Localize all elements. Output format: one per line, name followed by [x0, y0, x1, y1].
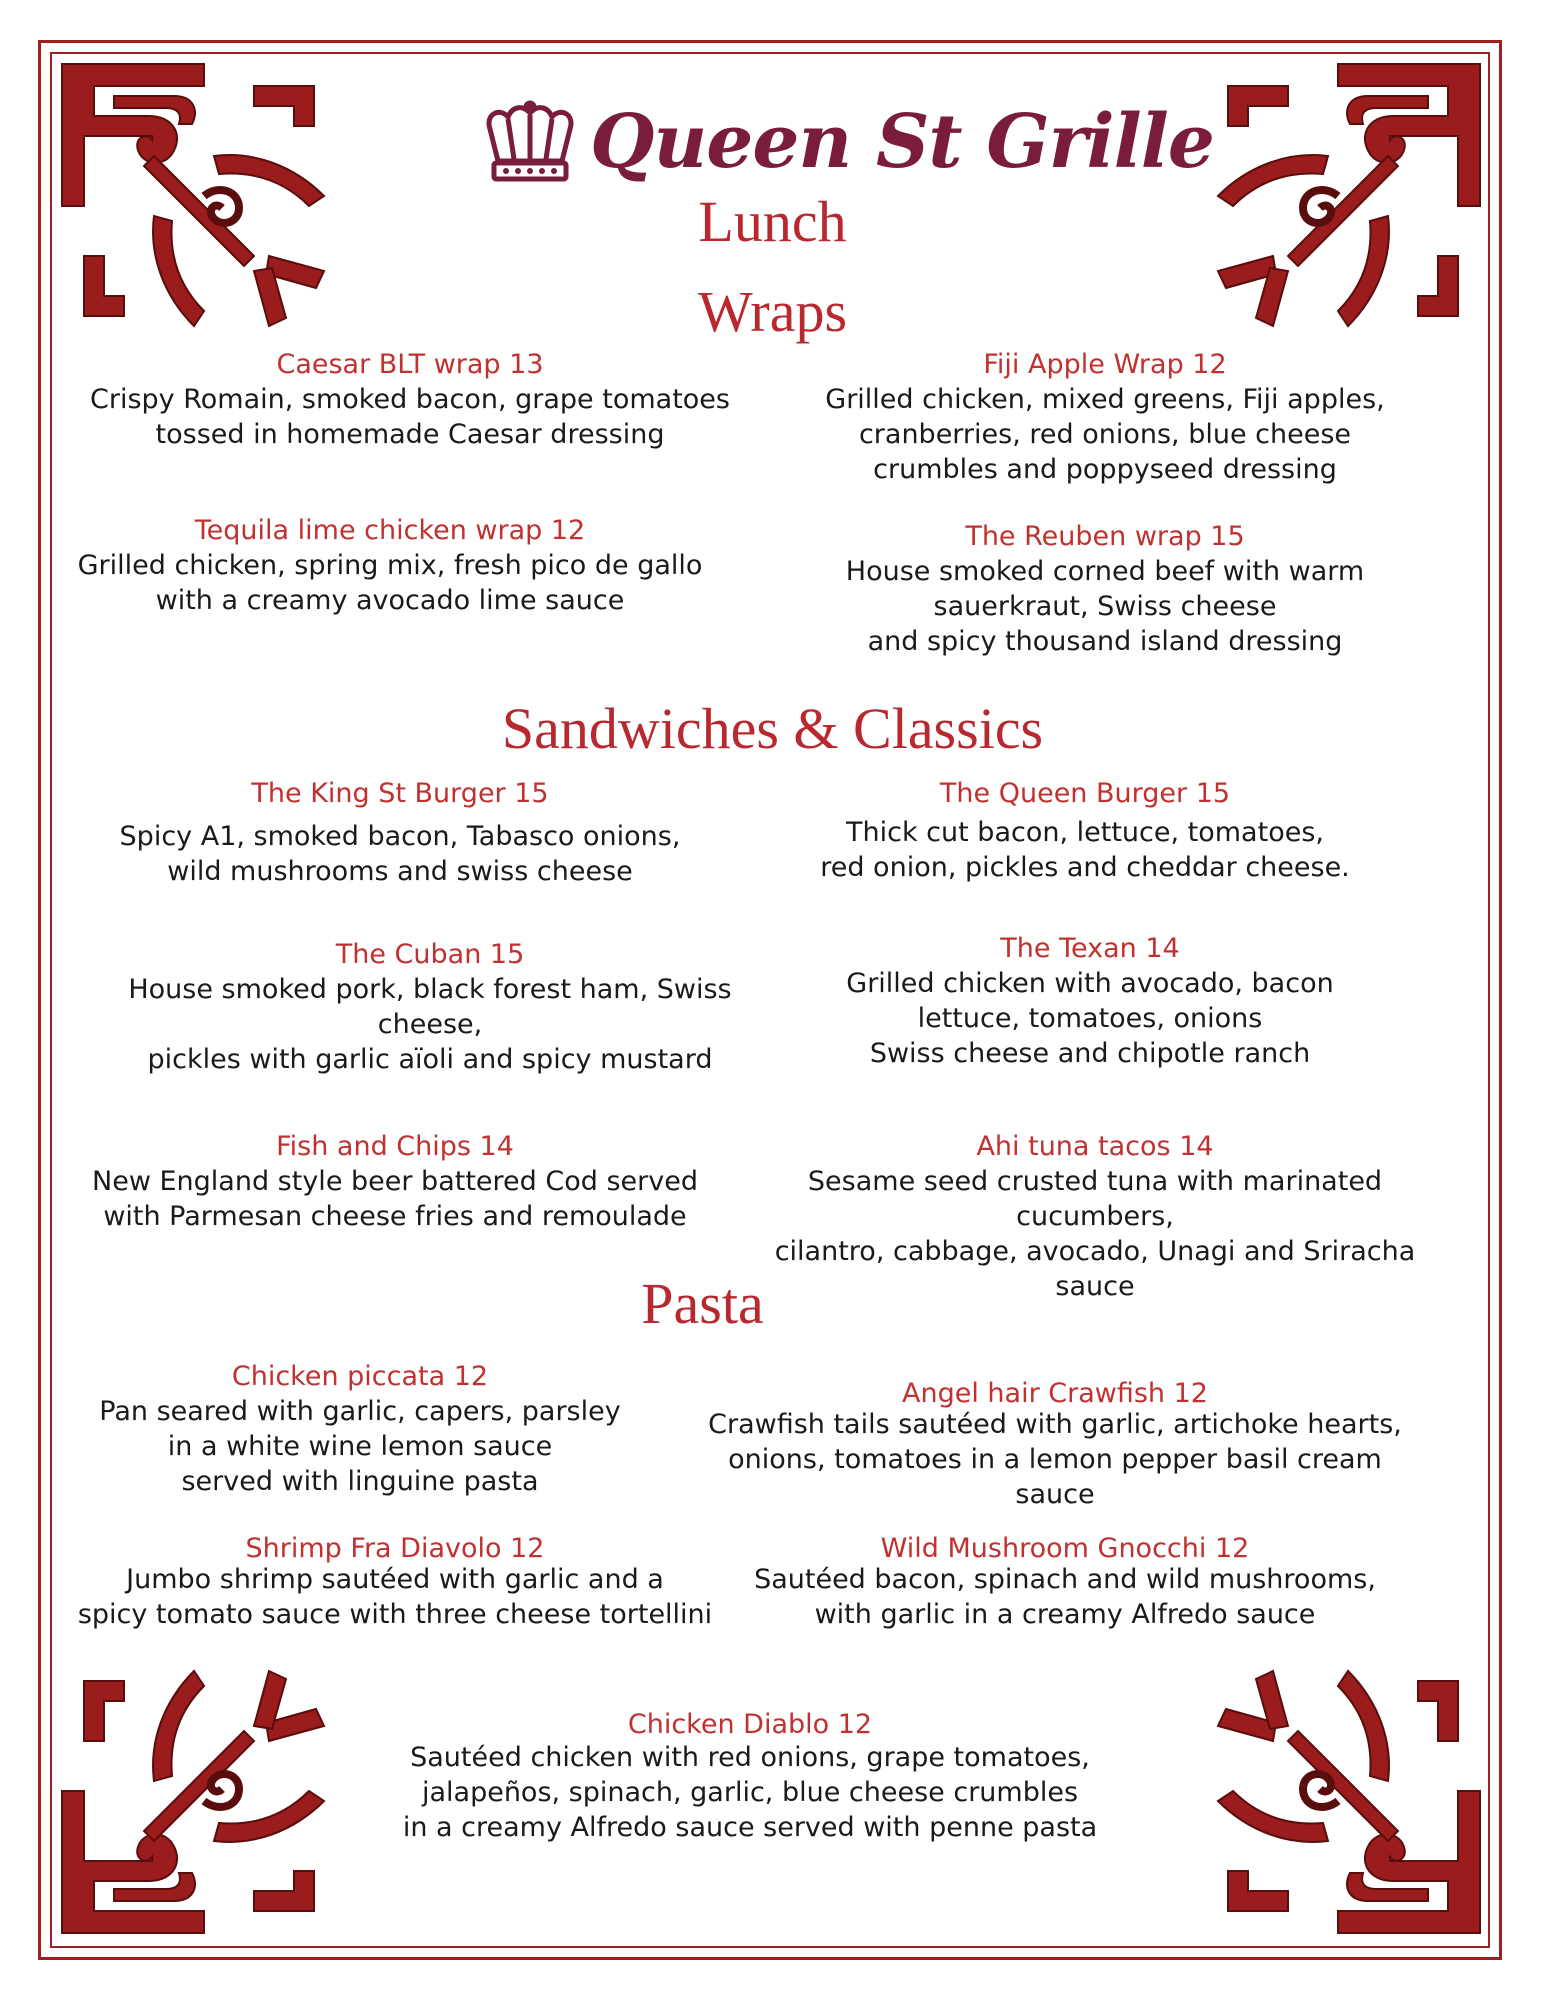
item-description: Grilled chicken with avocado, bacon lettuce, tomatoes, onions Swiss cheese and chipotle ranch: [846, 968, 1334, 1069]
item-description: Spicy A1, smoked bacon, Tabasco onions, wild mushrooms and swiss cheese: [119, 821, 681, 887]
item-description: New England style beer battered Cod served with Parmesan cheese fries and remoulade: [92, 1166, 698, 1232]
menu-item: [85, 348, 735, 452]
restaurant-name: Queen St Grille: [590, 99, 1214, 185]
menu-item: [760, 777, 1410, 885]
section-title-wraps: Wraps: [697, 279, 848, 344]
item-name: Chicken Diablo 12: [627, 1709, 873, 1740]
item-description: Sesame seed crusted tuna with marinated cucumbers, cilantro, cabbage, avocado, Unagi and Sriracha sauce: [774, 1166, 1416, 1302]
corner-ornament-bottom-left: [54, 1641, 354, 1941]
item-name: The King St Burger 15: [251, 778, 549, 809]
section-title-pasta: Pasta: [641, 1271, 764, 1336]
section-title-sandwiches: Sandwiches & Classics: [501, 696, 1044, 761]
item-name: The Queen Burger 15: [939, 778, 1231, 809]
crown-icon: [480, 99, 580, 185]
item-description: Grilled chicken, spring mix, fresh pico de gallo with a creamy avocado lime sauce: [77, 550, 703, 616]
menu-item: [695, 1377, 1415, 1512]
item-description: Jumbo shrimp sautéed with garlic and a spicy tomato sauce with three cheese tortellini: [77, 1564, 713, 1630]
menu-item: [75, 1532, 715, 1632]
corner-ornament-bottom-right: [1188, 1641, 1488, 1941]
item-name: The Texan 14: [1000, 933, 1180, 964]
menu-item: [75, 1360, 645, 1499]
item-description: Sautéed chicken with red onions, grape tomatoes, jalapeños, spinach, garlic, blue cheese crumbles in a creamy Alfredo sauce served with penne pasta: [402, 1742, 1098, 1843]
menu-item: [780, 932, 1400, 1071]
item-description: Sautéed bacon, spinach and wild mushrooms, with garlic in a creamy Alfredo sauce: [754, 1564, 1376, 1630]
item-name: Wild Mushroom Gnocchi 12: [880, 1533, 1250, 1564]
item-name: Caesar BLT wrap 13: [276, 349, 544, 380]
menu-item: [75, 1130, 715, 1234]
menu-subtitle: Lunch: [698, 189, 847, 254]
menu-item: [780, 348, 1430, 487]
menu-item: [75, 514, 705, 618]
item-description: Grilled chicken, mixed greens, Fiji apples, cranberries, red onions, blue cheese crumbles and poppyseed dressing: [825, 384, 1385, 485]
item-description: House smoked pork, black forest ham, Swiss cheese, pickles with garlic aïoli and spicy mustard: [128, 974, 732, 1075]
menu-item: [75, 938, 785, 1077]
item-description: Crawfish tails sautéed with garlic, artichoke hearts, onions, tomatoes in a lemon pepper basil cream sauce: [708, 1409, 1402, 1510]
restaurant-logo: [480, 92, 1214, 192]
item-name: Angel hair Crawfish 12: [902, 1378, 1208, 1409]
item-name: The Reuben wrap 15: [965, 521, 1245, 552]
menu-item: [790, 520, 1420, 659]
item-name: Tequila lime chicken wrap 12: [194, 515, 586, 546]
item-description: Crispy Romain, smoked bacon, grape tomatoes tossed in homemade Caesar dressing: [90, 384, 730, 450]
menu-item: [400, 1708, 1100, 1845]
item-name: The Cuban 15: [335, 939, 525, 970]
item-name: Shrimp Fra Diavolo 12: [245, 1533, 545, 1564]
menu-item: [745, 1532, 1385, 1632]
item-name: Fiji Apple Wrap 12: [983, 349, 1227, 380]
item-description: Pan seared with garlic, capers, parsley in a white wine lemon sauce served with linguine pasta: [99, 1396, 621, 1497]
item-name: Ahi tuna tacos 14: [976, 1131, 1214, 1162]
item-description: House smoked corned beef with warm sauerkraut, Swiss cheese and spicy thousand island dressing: [845, 556, 1365, 657]
menu-item: [75, 777, 725, 889]
item-name: Fish and Chips 14: [276, 1131, 514, 1162]
item-name: Chicken piccata 12: [231, 1361, 489, 1392]
item-description: Thick cut bacon, lettuce, tomatoes, red onion, pickles and cheddar cheese.: [820, 817, 1350, 883]
